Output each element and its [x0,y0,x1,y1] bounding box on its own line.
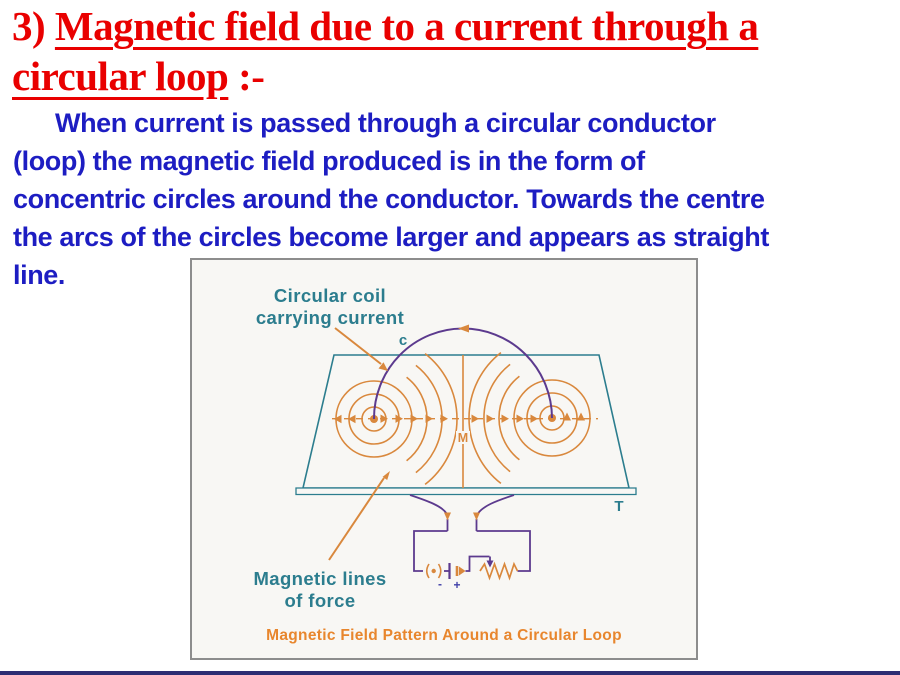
force-label-line1: Magnetic lines [253,568,387,589]
slide-bottom-bar [0,671,900,675]
rheostat-icon [480,557,518,579]
point-label-t: T [614,498,624,515]
heading-underlined-part2: circular loop [12,53,229,99]
force-label-line2: of force [284,590,356,611]
coil-label-line1: Circular coil [273,285,387,306]
battery-minus-sign: - [438,577,442,591]
magnetic-field-diagram [190,258,698,660]
battery-icon [438,563,466,592]
coil-label-arrow [335,328,388,371]
paragraph-line: concentric circles around the conductor. Towards the centre [13,184,765,214]
plane-surface [296,355,636,495]
coil-callout [256,285,404,371]
point-label-c: c [398,332,408,349]
coil-feed-wires [410,495,514,531]
circuit-wires [414,531,530,571]
plug-key-icon [427,564,441,578]
paragraph-line: (loop) the magnetic field produced is in the form of [13,146,645,176]
coil-label-line2: carrying current [255,307,405,328]
paragraph-line: the arcs of the circles become larger and appears as straight [13,222,769,252]
feed-wire-arrowheads [444,513,480,521]
heading-suffix: :- [228,53,265,99]
heading-number: 3) [12,3,55,49]
current-direction-arrowhead [458,325,469,333]
paragraph-line: When current is passed through a circular conductor [55,108,716,138]
slider-arrow-icon [487,557,494,568]
figure-caption: Magnetic Field Pattern Around a Circular Loop [266,627,622,644]
page-title [12,1,896,101]
battery-plus-sign: + [453,578,461,592]
heading-underlined-part1: Magnetic field due to a current through a [54,3,759,49]
force-label-arrow [329,471,390,560]
paragraph-line: line. [13,260,66,290]
diagram-canvas [192,260,696,658]
point-label-m: M [457,431,469,445]
